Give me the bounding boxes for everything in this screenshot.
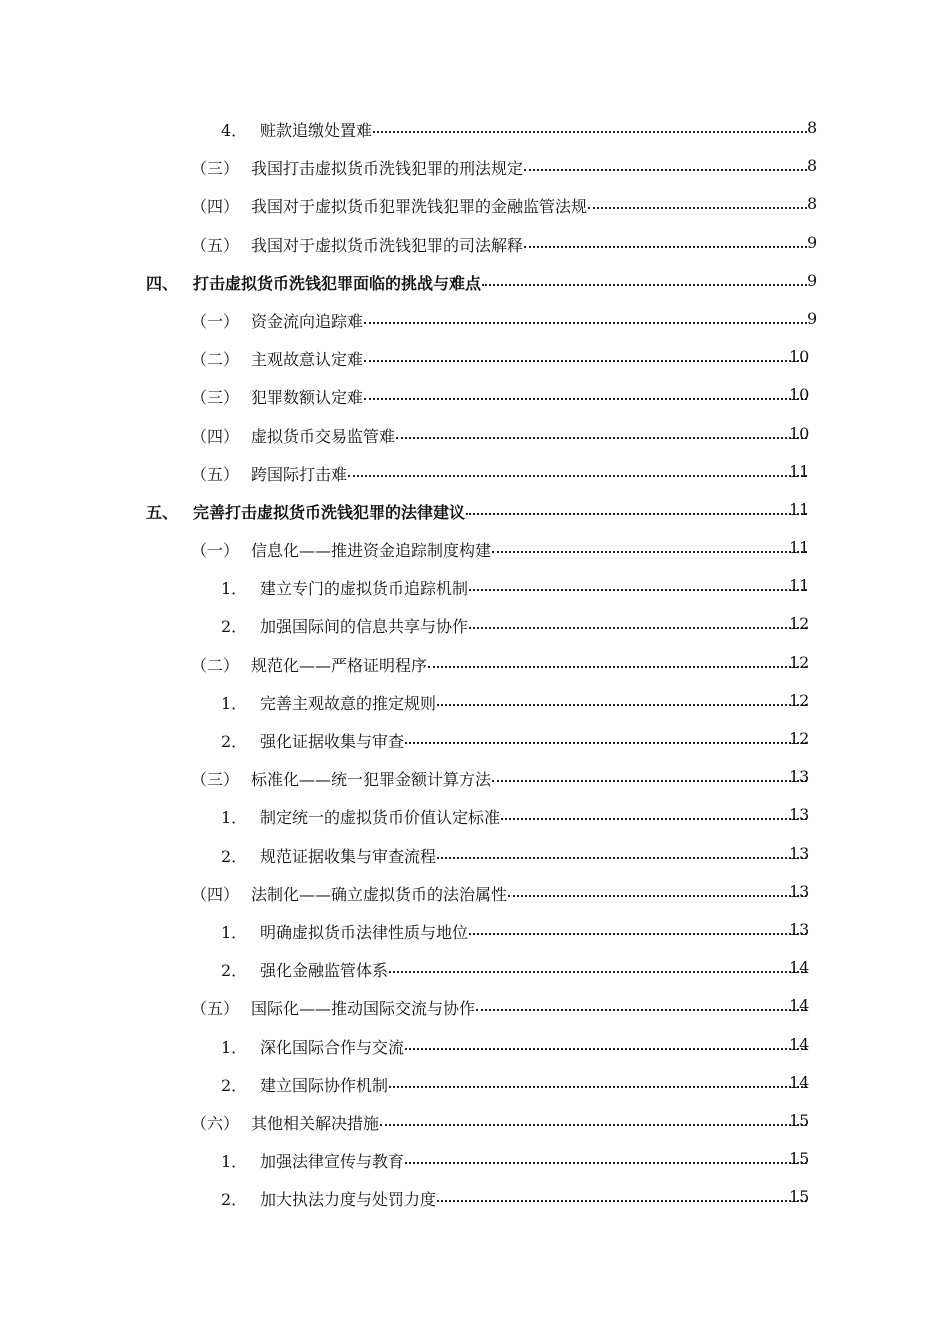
toc-entry-number: 1． bbox=[221, 922, 248, 942]
toc-entry-page-number: 14 bbox=[789, 958, 810, 978]
toc-entry-title: 我国对于虚拟货币洗钱犯罪的司法解释 bbox=[251, 233, 524, 256]
toc-dot-leader bbox=[482, 271, 807, 293]
toc-entry-number: 1． bbox=[221, 1037, 248, 1057]
toc-dot-leader bbox=[437, 691, 807, 713]
toc-dot-leader bbox=[389, 1073, 807, 1095]
toc-entry-number: 四、 bbox=[146, 273, 179, 293]
toc-entry-title: 法制化——确立虚拟货币的法治属性 bbox=[251, 882, 508, 905]
toc-entry-title: 规范化——严格证明程序 bbox=[251, 653, 428, 676]
toc-entry-page-number: 15 bbox=[789, 1110, 810, 1130]
toc-dot-leader bbox=[348, 462, 807, 484]
toc-entry-page-number: 9 bbox=[807, 270, 818, 290]
toc-entry[interactable] bbox=[0, 112, 950, 150]
toc-entry-title: 我国打击虚拟货币洗钱犯罪的刑法规定 bbox=[251, 156, 524, 179]
toc-dot-leader bbox=[405, 1035, 807, 1057]
toc-entry-page-number: 10 bbox=[789, 423, 810, 443]
toc-entry[interactable] bbox=[0, 379, 950, 417]
toc-entry-title: 深化国际合作与交流 bbox=[260, 1035, 405, 1058]
toc-entry-number: 2． bbox=[221, 1075, 248, 1095]
toc-entry-title: 强化证据收集与审查 bbox=[260, 729, 405, 752]
toc-entry[interactable] bbox=[0, 914, 950, 952]
toc-entry-page-number: 10 bbox=[789, 385, 810, 405]
toc-entry-number: 2． bbox=[221, 961, 248, 981]
toc-entry[interactable] bbox=[0, 761, 950, 799]
toc-entry[interactable] bbox=[0, 990, 950, 1028]
toc-entry-page-number: 12 bbox=[789, 690, 810, 710]
toc-entry-number: 1． bbox=[221, 579, 248, 599]
toc-entry[interactable] bbox=[0, 685, 950, 723]
toc-dot-leader bbox=[476, 996, 807, 1018]
toc-entry-page-number: 15 bbox=[789, 1149, 810, 1169]
toc-entry-page-number: 8 bbox=[807, 118, 818, 137]
toc-page bbox=[0, 112, 950, 1219]
toc-entry[interactable] bbox=[0, 1143, 950, 1181]
toc-entry-page-number: 13 bbox=[789, 805, 810, 825]
toc-dot-leader bbox=[437, 1187, 807, 1209]
toc-entry[interactable] bbox=[0, 876, 950, 914]
toc-entry[interactable] bbox=[0, 494, 950, 532]
toc-entry-page-number: 11 bbox=[789, 499, 810, 519]
toc-entry-page-number: 13 bbox=[789, 767, 810, 787]
toc-entry-page-number: 14 bbox=[789, 1072, 810, 1092]
toc-dot-leader bbox=[364, 347, 807, 369]
toc-dot-leader bbox=[405, 729, 807, 751]
toc-entry-title: 建立专门的虚拟货币追踪机制 bbox=[260, 576, 469, 599]
toc-entry[interactable] bbox=[0, 1105, 950, 1143]
toc-entry-page-number: 13 bbox=[789, 881, 810, 901]
toc-entry-page-number: 13 bbox=[789, 919, 810, 939]
toc-dot-leader bbox=[428, 653, 807, 675]
toc-entry[interactable] bbox=[0, 570, 950, 608]
toc-entry-title: 跨国际打击难 bbox=[251, 462, 348, 485]
toc-entry-title: 资金流向追踪难 bbox=[251, 309, 364, 332]
toc-entry[interactable] bbox=[0, 952, 950, 990]
toc-dot-leader bbox=[508, 882, 807, 904]
toc-entry[interactable] bbox=[0, 608, 950, 646]
toc-entry[interactable] bbox=[0, 838, 950, 876]
toc-entry-number: （三） bbox=[191, 388, 240, 408]
toc-dot-leader bbox=[492, 767, 807, 789]
toc-entry-page-number: 8 bbox=[807, 156, 818, 176]
toc-entry-page-number: 12 bbox=[789, 614, 810, 634]
toc-dot-leader bbox=[437, 844, 807, 866]
toc-dot-leader bbox=[389, 958, 807, 980]
toc-entry-number: （一） bbox=[191, 311, 240, 331]
toc-entry-number: 2． bbox=[221, 617, 248, 637]
toc-entry[interactable] bbox=[0, 532, 950, 570]
toc-dot-leader bbox=[380, 1111, 807, 1133]
toc-entry-number: （一） bbox=[191, 541, 240, 561]
toc-dot-leader bbox=[492, 538, 807, 560]
toc-entry-number: （六） bbox=[191, 1113, 240, 1133]
toc-entry-title: 建立国际协作机制 bbox=[260, 1073, 389, 1096]
toc-entry-number: 2． bbox=[221, 732, 248, 751]
toc-dot-leader bbox=[501, 805, 807, 827]
toc-entry-number: 2． bbox=[221, 1190, 248, 1210]
toc-entry-page-number: 8 bbox=[807, 194, 818, 214]
toc-entry[interactable] bbox=[0, 303, 950, 341]
toc-entry-number: （二） bbox=[191, 655, 240, 675]
toc-entry-page-number: 12 bbox=[789, 652, 810, 672]
toc-entry-page-number: 14 bbox=[789, 996, 810, 1016]
toc-dot-leader bbox=[364, 385, 807, 407]
toc-entry[interactable] bbox=[0, 456, 950, 494]
toc-entry-number: （三） bbox=[191, 770, 240, 790]
toc-entry-number: 1． bbox=[221, 808, 248, 828]
toc-dot-leader bbox=[588, 194, 807, 216]
toc-entry-page-number: 9 bbox=[807, 308, 818, 328]
toc-entry-title: 强化金融监管体系 bbox=[260, 958, 389, 981]
toc-entry-title: 犯罪数额认定难 bbox=[251, 385, 364, 408]
toc-dot-leader bbox=[524, 156, 807, 178]
toc-entry-number: （二） bbox=[191, 350, 240, 370]
toc-dot-leader bbox=[466, 500, 807, 522]
toc-entry-title: 完善主观故意的推定规则 bbox=[260, 691, 437, 714]
toc-entry-title: 打击虚拟货币洗钱犯罪面临的挑战与难点 bbox=[193, 271, 482, 294]
toc-entry-title: 完善打击虚拟货币洗钱犯罪的法律建议 bbox=[193, 500, 466, 523]
toc-entry-page-number: 15 bbox=[789, 1187, 810, 1207]
toc-dot-leader bbox=[469, 614, 807, 636]
toc-entry-title: 规范证据收集与审查流程 bbox=[260, 844, 437, 867]
toc-entry-number: （五） bbox=[191, 235, 240, 255]
toc-entry-title: 加强国际间的信息共享与协作 bbox=[260, 614, 469, 637]
toc-entry-title: 赃款追缴处置难 bbox=[260, 118, 373, 141]
toc-entry[interactable] bbox=[0, 227, 950, 265]
toc-dot-leader bbox=[373, 118, 807, 140]
toc-entry[interactable] bbox=[0, 265, 950, 303]
toc-entry-page-number: 14 bbox=[789, 1034, 810, 1054]
toc-entry-page-number: 9 bbox=[807, 232, 818, 252]
toc-entry-page-number: 13 bbox=[789, 843, 810, 863]
toc-entry-page-number: 11 bbox=[789, 461, 810, 481]
toc-entry-number: 五、 bbox=[146, 502, 179, 522]
toc-entry-title: 信息化——推进资金追踪制度构建 bbox=[251, 538, 492, 561]
toc-entry-title: 虚拟货币交易监管难 bbox=[251, 424, 396, 447]
toc-entry[interactable] bbox=[0, 1067, 950, 1105]
toc-entry-title: 国际化——推动国际交流与协作 bbox=[251, 996, 476, 1019]
toc-entry-title: 我国对于虚拟货币犯罪洗钱犯罪的金融监管法规 bbox=[251, 194, 588, 217]
toc-entry-page-number: 10 bbox=[789, 347, 810, 367]
toc-dot-leader bbox=[405, 1149, 807, 1171]
toc-entry[interactable] bbox=[0, 341, 950, 379]
toc-entry-title: 明确虚拟货币法律性质与地位 bbox=[260, 920, 469, 943]
toc-entry-title: 制定统一的虚拟货币价值认定标准 bbox=[260, 805, 501, 828]
toc-entry-page-number: 11 bbox=[789, 538, 810, 558]
toc-dot-leader bbox=[469, 576, 807, 598]
toc-entry-title: 加强法律宣传与教育 bbox=[260, 1149, 405, 1172]
toc-dot-leader bbox=[396, 424, 807, 446]
toc-entry-page-number: 12 bbox=[789, 729, 810, 748]
toc-entry[interactable] bbox=[0, 188, 950, 226]
toc-entry[interactable] bbox=[0, 799, 950, 837]
toc-entry-number: （五） bbox=[191, 464, 240, 484]
toc-entry[interactable] bbox=[0, 1029, 950, 1067]
toc-entry-number: （三） bbox=[191, 159, 240, 179]
toc-entry[interactable] bbox=[0, 647, 950, 685]
toc-entry-number: 2． bbox=[221, 846, 248, 866]
toc-entry-page-number: 11 bbox=[789, 576, 810, 596]
toc-entry-number: 1． bbox=[221, 1152, 248, 1172]
toc-entry-number: （四） bbox=[191, 884, 240, 904]
toc-entry[interactable] bbox=[0, 1181, 950, 1219]
toc-entry-number: （五） bbox=[191, 999, 240, 1019]
toc-entry[interactable] bbox=[0, 723, 950, 761]
toc-entry-title: 标准化——统一犯罪金额计算方法 bbox=[251, 767, 492, 790]
toc-entry-title: 其他相关解决措施 bbox=[251, 1111, 380, 1134]
toc-entry-number: 1． bbox=[221, 693, 248, 713]
toc-entry[interactable] bbox=[0, 418, 950, 456]
toc-dot-leader bbox=[364, 309, 807, 331]
toc-dot-leader bbox=[524, 233, 807, 255]
toc-entry-title: 主观故意认定难 bbox=[251, 347, 364, 370]
toc-entry[interactable] bbox=[0, 150, 950, 188]
toc-dot-leader bbox=[469, 920, 807, 942]
toc-entry-title: 加大执法力度与处罚力度 bbox=[260, 1187, 437, 1210]
toc-entry-number: （四） bbox=[191, 426, 240, 446]
toc-entry-number: （四） bbox=[191, 197, 240, 217]
toc-entry-number: 4． bbox=[221, 121, 248, 140]
